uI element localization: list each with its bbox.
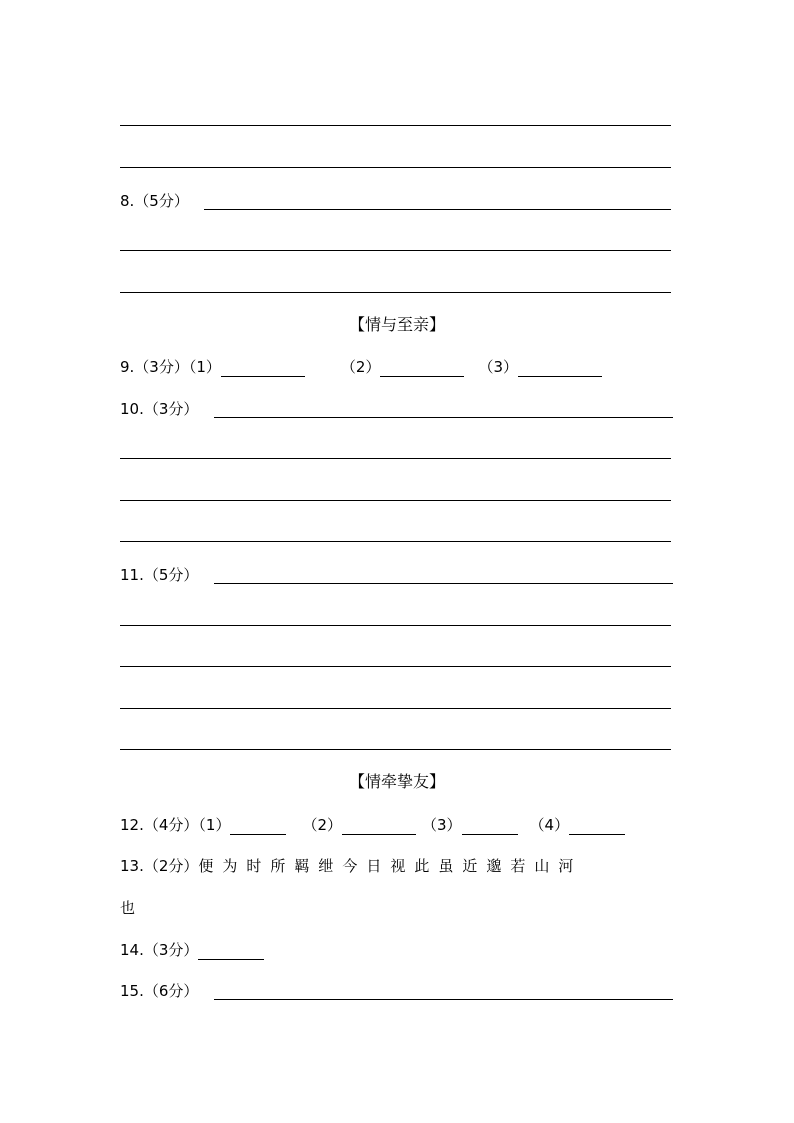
q13-sentence [198,857,582,875]
q13-char: 日 [366,857,382,875]
q13-char: 近 [462,857,478,875]
q10-answer-line[interactable] [120,458,671,459]
answer-line[interactable] [120,125,671,126]
q13-char: 虽 [438,857,454,875]
question-13-row [120,856,582,876]
q9-blank-3[interactable] [518,360,602,377]
q13-char: 河 [558,857,574,875]
section-heading-qing-yu-zhiqin: 【情与至亲】 [348,315,445,334]
question-15-label: 15.（6分） [120,982,199,1000]
q13-sentence-last-char: 也 [120,899,136,917]
q10-answer-line[interactable] [120,500,671,501]
q10-answer-line[interactable] [120,541,671,542]
q13-char: 时 [246,857,262,875]
question-13-label: 13.（2分） [120,857,199,875]
q13-char: 山 [534,857,550,875]
q9-part-3-label: （3） [478,358,518,376]
q13-char: 为 [222,857,238,875]
q11-answer-line[interactable] [120,749,671,750]
q13-char: 邈 [486,857,502,875]
q11-answer-line[interactable] [120,666,671,667]
question-9-row [120,357,608,377]
question-8-label: 8.（5分） [120,192,189,210]
q12-part-2-label: （2） [302,816,342,834]
question-10-label: 10.（3分） [120,400,199,418]
q13-char: 此 [414,857,430,875]
q9-part-2-label: （2） [340,358,381,376]
q13-char: 羁 [294,857,310,875]
q13-char: 便 [198,857,214,875]
question-14-label: 14.（3分） [120,941,199,959]
q14-blank[interactable] [198,943,264,960]
q13-char: 绁 [318,857,334,875]
q12-blank-3[interactable] [462,818,518,835]
q15-answer-line[interactable] [214,999,673,1000]
q12-blank-1[interactable] [230,818,286,835]
q9-part-1-label: （1） [188,358,221,376]
q11-answer-line[interactable] [120,625,671,626]
q8-answer-line[interactable] [204,209,671,210]
q8-answer-line[interactable] [120,250,671,251]
q9-blank-1[interactable] [221,360,305,377]
question-9-label: 9.（3分） [120,358,189,376]
q11-answer-line[interactable] [120,708,671,709]
q8-answer-line[interactable] [120,292,671,293]
q12-blank-2[interactable] [342,818,416,835]
q12-part-1-label: （1） [198,816,231,834]
question-12-label: 12.（4分） [120,816,199,834]
question-11-label: 11.（5分） [120,566,199,584]
question-12-row [120,815,631,835]
q9-blank-2[interactable] [380,360,464,377]
q12-part-4-label: （4） [529,816,570,834]
question-14-row [120,940,270,960]
q12-part-3-label: （3） [422,816,462,834]
q13-char: 所 [270,857,286,875]
q13-char: 若 [510,857,526,875]
q13-char: 今 [342,857,358,875]
q12-blank-4[interactable] [569,818,625,835]
q13-char: 视 [390,857,406,875]
q11-answer-line[interactable] [214,583,673,584]
section-heading-qing-qian-zhiyou: 【情牵挚友】 [348,772,445,791]
answer-line[interactable] [120,167,671,168]
q10-answer-line[interactable] [214,417,673,418]
